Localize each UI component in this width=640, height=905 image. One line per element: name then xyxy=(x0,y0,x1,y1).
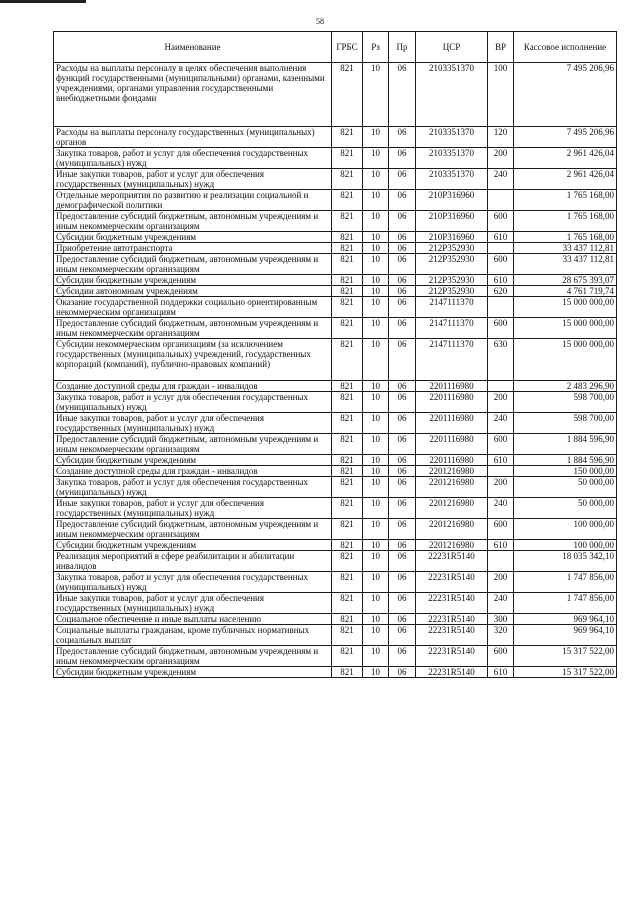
cell-vr xyxy=(488,551,514,572)
table-row xyxy=(54,498,617,519)
cell-csr: 22231R5140 xyxy=(416,667,488,678)
table-row xyxy=(54,286,617,297)
budget-execution-table xyxy=(53,31,617,678)
cell-amount: 50 000,00 xyxy=(514,477,617,498)
cell-vr: 240 xyxy=(488,593,514,614)
table-row xyxy=(54,63,617,127)
cell-name: Субсидии бюджетным учреждениям xyxy=(54,667,332,678)
cell-csr: 2201116980 xyxy=(416,381,488,392)
cell-amount: 150 000,00 xyxy=(514,466,617,477)
cell-vr: 610 xyxy=(488,455,514,466)
cell-rz: 10 xyxy=(363,413,389,434)
cell-name: Предоставление субсидий бюджетным, автономным учреждениям и иным некоммерческим организациям xyxy=(54,519,332,540)
cell-name: Оказание государственной поддержки социально ориентированным некоммерческим организациям xyxy=(54,297,332,318)
cell-vr: 240 xyxy=(488,498,514,519)
cell-amount: 4 761 719,74 xyxy=(514,286,617,297)
cell-grbs: 821 xyxy=(332,466,363,477)
cell-grbs: 821 xyxy=(332,625,363,646)
cell-pr: 06 xyxy=(389,286,416,297)
cell-vr: 200 xyxy=(488,392,514,413)
cell-name: Иные закупки товаров, работ и услуг для обеспечения государственных (муниципальных) нужд xyxy=(54,593,332,614)
cell-amount: 969 964,10 xyxy=(514,625,617,646)
cell-grbs: 821 xyxy=(332,540,363,551)
cell-csr: 22231R5140 xyxy=(416,551,488,572)
cell-csr: 2201116980 xyxy=(416,392,488,413)
cell-csr: 210P316960 xyxy=(416,211,488,232)
cell-amount: 7 495 206,96 xyxy=(514,63,617,127)
cell-rz: 10 xyxy=(363,381,389,392)
cell-pr: 06 xyxy=(389,381,416,392)
cell-csr: 212P352930 xyxy=(416,254,488,275)
cell-vr xyxy=(488,466,514,477)
cell-rz: 10 xyxy=(363,498,389,519)
cell-pr: 06 xyxy=(389,63,416,127)
cell-vr: 600 xyxy=(488,318,514,339)
cell-csr: 2103351370 xyxy=(416,148,488,169)
table-row xyxy=(54,551,617,572)
cell-csr: 2201116980 xyxy=(416,455,488,466)
table-row xyxy=(54,477,617,498)
table-row xyxy=(54,190,617,211)
cell-rz: 10 xyxy=(363,190,389,211)
cell-rz: 10 xyxy=(363,243,389,254)
cell-pr: 06 xyxy=(389,275,416,286)
cell-vr: 100 xyxy=(488,63,514,127)
cell-rz: 10 xyxy=(363,211,389,232)
cell-rz: 10 xyxy=(363,625,389,646)
cell-name: Субсидии бюджетным учреждениям xyxy=(54,540,332,551)
cell-grbs: 821 xyxy=(332,434,363,455)
cell-csr: 2103351370 xyxy=(416,169,488,190)
cell-csr: 212P352930 xyxy=(416,243,488,254)
cell-name: Субсидии бюджетным учреждениям xyxy=(54,275,332,286)
table-row xyxy=(54,625,617,646)
cell-rz: 10 xyxy=(363,667,389,678)
cell-amount: 2 483 296,90 xyxy=(514,381,617,392)
cell-name: Социальное обеспечение и иные выплаты населению xyxy=(54,614,332,625)
cell-name: Реализация мероприятий в сфере реабилитации и абилитации инвалидов xyxy=(54,551,332,572)
cell-csr: 2201216980 xyxy=(416,477,488,498)
cell-amount: 7 495 206,96 xyxy=(514,127,617,148)
cell-name: Расходы на выплаты персоналу в целях обеспечения выполнения функций государственными (муниципальными) органами, казенными учреждениями, органами управления государственными внебюджетными фондами xyxy=(54,63,332,127)
cell-amount: 100 000,00 xyxy=(514,540,617,551)
cell-vr: 120 xyxy=(488,127,514,148)
cell-pr: 06 xyxy=(389,455,416,466)
cell-grbs: 821 xyxy=(332,169,363,190)
cell-grbs: 821 xyxy=(332,551,363,572)
table-row xyxy=(54,519,617,540)
cell-vr: 630 xyxy=(488,339,514,381)
cell-name: Создание доступной среды для граждан - инвалидов xyxy=(54,466,332,477)
cell-pr: 06 xyxy=(389,190,416,211)
cell-amount: 33 437 112,81 xyxy=(514,243,617,254)
cell-csr: 2201216980 xyxy=(416,540,488,551)
cell-amount: 1 765 168,00 xyxy=(514,211,617,232)
table-row xyxy=(54,614,617,625)
cell-rz: 10 xyxy=(363,593,389,614)
table-row xyxy=(54,339,617,381)
cell-name: Закупка товаров, работ и услуг для обеспечения государственных (муниципальных) нужд xyxy=(54,572,332,593)
cell-grbs: 821 xyxy=(332,297,363,318)
cell-amount: 50 000,00 xyxy=(514,498,617,519)
cell-amount: 2 961 426,04 xyxy=(514,169,617,190)
cell-name: Субсидии автономным учреждениям xyxy=(54,286,332,297)
cell-vr: 610 xyxy=(488,232,514,243)
cell-pr: 06 xyxy=(389,614,416,625)
cell-grbs: 821 xyxy=(332,243,363,254)
table-row xyxy=(54,211,617,232)
cell-pr: 06 xyxy=(389,519,416,540)
cell-grbs: 821 xyxy=(332,614,363,625)
cell-vr: 600 xyxy=(488,211,514,232)
cell-amount: 15 317 522,00 xyxy=(514,667,617,678)
cell-name: Субсидии бюджетным учреждениям xyxy=(54,455,332,466)
cell-rz: 10 xyxy=(363,466,389,477)
cell-name: Приобретение автотранспорта xyxy=(54,243,332,254)
cell-rz: 10 xyxy=(363,339,389,381)
cell-rz: 10 xyxy=(363,297,389,318)
table-row xyxy=(54,455,617,466)
cell-csr: 2201216980 xyxy=(416,519,488,540)
table-row xyxy=(54,540,617,551)
cell-csr: 22231R5140 xyxy=(416,625,488,646)
cell-pr: 06 xyxy=(389,667,416,678)
cell-vr xyxy=(488,243,514,254)
table-row xyxy=(54,243,617,254)
cell-vr: 240 xyxy=(488,169,514,190)
header-rz: Рз xyxy=(363,32,389,63)
cell-rz: 10 xyxy=(363,572,389,593)
cell-name: Субсидии бюджетным учреждениям xyxy=(54,232,332,243)
cell-pr: 06 xyxy=(389,148,416,169)
table-row xyxy=(54,275,617,286)
cell-vr: 200 xyxy=(488,148,514,169)
cell-amount: 1 884 596,90 xyxy=(514,434,617,455)
table-row xyxy=(54,434,617,455)
cell-name: Закупка товаров, работ и услуг для обеспечения государственных (муниципальных) нужд xyxy=(54,148,332,169)
cell-rz: 10 xyxy=(363,127,389,148)
cell-name: Закупка товаров, работ и услуг для обеспечения государственных (муниципальных) нужд xyxy=(54,392,332,413)
cell-grbs: 821 xyxy=(332,572,363,593)
cell-amount: 28 675 393,07 xyxy=(514,275,617,286)
cell-grbs: 821 xyxy=(332,339,363,381)
cell-grbs: 821 xyxy=(332,392,363,413)
cell-amount: 1 765 168,00 xyxy=(514,190,617,211)
cell-csr: 212P352930 xyxy=(416,286,488,297)
cell-grbs: 821 xyxy=(332,232,363,243)
cell-vr: 240 xyxy=(488,413,514,434)
cell-rz: 10 xyxy=(363,286,389,297)
cell-pr: 06 xyxy=(389,413,416,434)
cell-name: Иные закупки товаров, работ и услуг для обеспечения государственных (муниципальных) нужд xyxy=(54,169,332,190)
cell-csr: 2147111370 xyxy=(416,297,488,318)
cell-vr: 600 xyxy=(488,434,514,455)
cell-amount: 18 035 342,10 xyxy=(514,551,617,572)
cell-csr: 22231R5140 xyxy=(416,572,488,593)
header-name: Наименование xyxy=(54,32,332,63)
cell-name: Создание доступной среды для граждан - инвалидов xyxy=(54,381,332,392)
cell-pr: 06 xyxy=(389,169,416,190)
cell-csr: 212P352930 xyxy=(416,275,488,286)
cell-name: Расходы на выплаты персоналу государственных (муниципальных) органов xyxy=(54,127,332,148)
cell-pr: 06 xyxy=(389,466,416,477)
cell-pr: 06 xyxy=(389,243,416,254)
cell-csr: 2201216980 xyxy=(416,498,488,519)
cell-rz: 10 xyxy=(363,275,389,286)
cell-amount: 598 700,00 xyxy=(514,413,617,434)
header-amount: Кассовое исполнение xyxy=(514,32,617,63)
cell-vr xyxy=(488,190,514,211)
header-vr: ВР xyxy=(488,32,514,63)
cell-csr: 2201116980 xyxy=(416,434,488,455)
cell-pr: 06 xyxy=(389,339,416,381)
cell-grbs: 821 xyxy=(332,646,363,667)
cell-pr: 06 xyxy=(389,392,416,413)
cell-csr: 2103351370 xyxy=(416,127,488,148)
cell-pr: 06 xyxy=(389,551,416,572)
table-row xyxy=(54,667,617,678)
cell-grbs: 821 xyxy=(332,127,363,148)
cell-name: Предоставление субсидий бюджетным, автономным учреждениям и иным некоммерческим организациям xyxy=(54,318,332,339)
cell-pr: 06 xyxy=(389,232,416,243)
cell-grbs: 821 xyxy=(332,211,363,232)
cell-pr: 06 xyxy=(389,297,416,318)
table-row xyxy=(54,297,617,318)
cell-grbs: 821 xyxy=(332,190,363,211)
cell-pr: 06 xyxy=(389,254,416,275)
header-pr: Пр xyxy=(389,32,416,63)
cell-amount: 598 700,00 xyxy=(514,392,617,413)
cell-pr: 06 xyxy=(389,572,416,593)
cell-name: Предоставление субсидий бюджетным, автономным учреждениям и иным некоммерческим организациям xyxy=(54,646,332,667)
cell-name: Предоставление субсидий бюджетным, автономным учреждениям и иным некоммерческим организациям xyxy=(54,434,332,455)
cell-grbs: 821 xyxy=(332,477,363,498)
cell-amount: 15 000 000,00 xyxy=(514,339,617,381)
cell-amount: 1 747 856,00 xyxy=(514,572,617,593)
cell-vr: 610 xyxy=(488,275,514,286)
cell-name: Иные закупки товаров, работ и услуг для обеспечения государственных (муниципальных) нужд xyxy=(54,413,332,434)
cell-rz: 10 xyxy=(363,232,389,243)
table-header-row xyxy=(54,32,617,63)
cell-rz: 10 xyxy=(363,169,389,190)
cell-vr: 600 xyxy=(488,646,514,667)
cell-vr: 610 xyxy=(488,540,514,551)
cell-vr: 600 xyxy=(488,519,514,540)
header-csr: ЦСР xyxy=(416,32,488,63)
cell-rz: 10 xyxy=(363,477,389,498)
cell-grbs: 821 xyxy=(332,63,363,127)
cell-pr: 06 xyxy=(389,477,416,498)
table-row xyxy=(54,413,617,434)
cell-csr: 22231R5140 xyxy=(416,646,488,667)
cell-name: Отдельные мероприятия по развитию и реализации социальной и демографической политики xyxy=(54,190,332,211)
cell-rz: 10 xyxy=(363,455,389,466)
cell-csr: 22231R5140 xyxy=(416,593,488,614)
cell-vr: 620 xyxy=(488,286,514,297)
cell-grbs: 821 xyxy=(332,667,363,678)
cell-rz: 10 xyxy=(363,392,389,413)
cell-grbs: 821 xyxy=(332,254,363,275)
cell-grbs: 821 xyxy=(332,318,363,339)
cell-vr: 600 xyxy=(488,254,514,275)
cell-name: Субсидии некоммерческим организациям (за исключением государственных (муниципальных) учреждений, государственных корпораций (компаний), публично-правовых компаний) xyxy=(54,339,332,381)
table-row xyxy=(54,254,617,275)
cell-rz: 10 xyxy=(363,614,389,625)
cell-name: Закупка товаров, работ и услуг для обеспечения государственных (муниципальных) нужд xyxy=(54,477,332,498)
cell-rz: 10 xyxy=(363,434,389,455)
cell-pr: 06 xyxy=(389,434,416,455)
cell-csr: 210P316960 xyxy=(416,232,488,243)
cell-rz: 10 xyxy=(363,148,389,169)
table-row xyxy=(54,169,617,190)
cell-name: Социальные выплаты гражданам, кроме публичных нормативных социальных выплат xyxy=(54,625,332,646)
cell-csr: 2147111370 xyxy=(416,339,488,381)
cell-amount: 969 964,10 xyxy=(514,614,617,625)
cell-vr: 320 xyxy=(488,625,514,646)
cell-rz: 10 xyxy=(363,551,389,572)
cell-grbs: 821 xyxy=(332,275,363,286)
cell-csr: 2201216980 xyxy=(416,466,488,477)
top-edge-rule xyxy=(0,0,86,3)
cell-amount: 15 000 000,00 xyxy=(514,297,617,318)
page-number: 58 xyxy=(316,17,324,26)
table-row xyxy=(54,572,617,593)
cell-grbs: 821 xyxy=(332,593,363,614)
cell-grbs: 821 xyxy=(332,381,363,392)
cell-rz: 10 xyxy=(363,63,389,127)
table-body xyxy=(54,63,617,678)
cell-amount: 33 437 112,81 xyxy=(514,254,617,275)
cell-csr: 2201116980 xyxy=(416,413,488,434)
cell-vr: 610 xyxy=(488,667,514,678)
cell-rz: 10 xyxy=(363,318,389,339)
cell-rz: 10 xyxy=(363,254,389,275)
cell-vr xyxy=(488,297,514,318)
table-row xyxy=(54,466,617,477)
cell-rz: 10 xyxy=(363,519,389,540)
table-row xyxy=(54,127,617,148)
cell-pr: 06 xyxy=(389,625,416,646)
cell-amount: 1 765 168,00 xyxy=(514,232,617,243)
cell-vr: 300 xyxy=(488,614,514,625)
table-row xyxy=(54,593,617,614)
cell-amount: 1 747 856,00 xyxy=(514,593,617,614)
cell-grbs: 821 xyxy=(332,455,363,466)
cell-grbs: 821 xyxy=(332,286,363,297)
cell-pr: 06 xyxy=(389,498,416,519)
cell-amount: 1 884 596,90 xyxy=(514,455,617,466)
cell-grbs: 821 xyxy=(332,519,363,540)
cell-amount: 15 317 522,00 xyxy=(514,646,617,667)
cell-name: Предоставление субсидий бюджетным, автономным учреждениям и иным некоммерческим организациям xyxy=(54,211,332,232)
cell-pr: 06 xyxy=(389,540,416,551)
cell-vr xyxy=(488,381,514,392)
cell-vr: 200 xyxy=(488,477,514,498)
cell-rz: 10 xyxy=(363,646,389,667)
cell-pr: 06 xyxy=(389,646,416,667)
table-row xyxy=(54,381,617,392)
table-row xyxy=(54,646,617,667)
cell-amount: 100 000,00 xyxy=(514,519,617,540)
cell-rz: 10 xyxy=(363,540,389,551)
cell-csr: 210P316960 xyxy=(416,190,488,211)
cell-pr: 06 xyxy=(389,593,416,614)
cell-pr: 06 xyxy=(389,318,416,339)
cell-name: Иные закупки товаров, работ и услуг для обеспечения государственных (муниципальных) нужд xyxy=(54,498,332,519)
cell-grbs: 821 xyxy=(332,498,363,519)
cell-grbs: 821 xyxy=(332,413,363,434)
cell-pr: 06 xyxy=(389,127,416,148)
cell-pr: 06 xyxy=(389,211,416,232)
cell-csr: 2103351370 xyxy=(416,63,488,127)
cell-grbs: 821 xyxy=(332,148,363,169)
cell-csr: 22231R5140 xyxy=(416,614,488,625)
table-row xyxy=(54,392,617,413)
table-row xyxy=(54,148,617,169)
cell-amount: 2 961 426,04 xyxy=(514,148,617,169)
cell-vr: 200 xyxy=(488,572,514,593)
cell-csr: 2147111370 xyxy=(416,318,488,339)
cell-amount: 15 000 000,00 xyxy=(514,318,617,339)
header-grbs: ГРБС xyxy=(332,32,363,63)
cell-name: Предоставление субсидий бюджетным, автономным учреждениям и иным некоммерческим организациям xyxy=(54,254,332,275)
table-row xyxy=(54,232,617,243)
table-row xyxy=(54,318,617,339)
